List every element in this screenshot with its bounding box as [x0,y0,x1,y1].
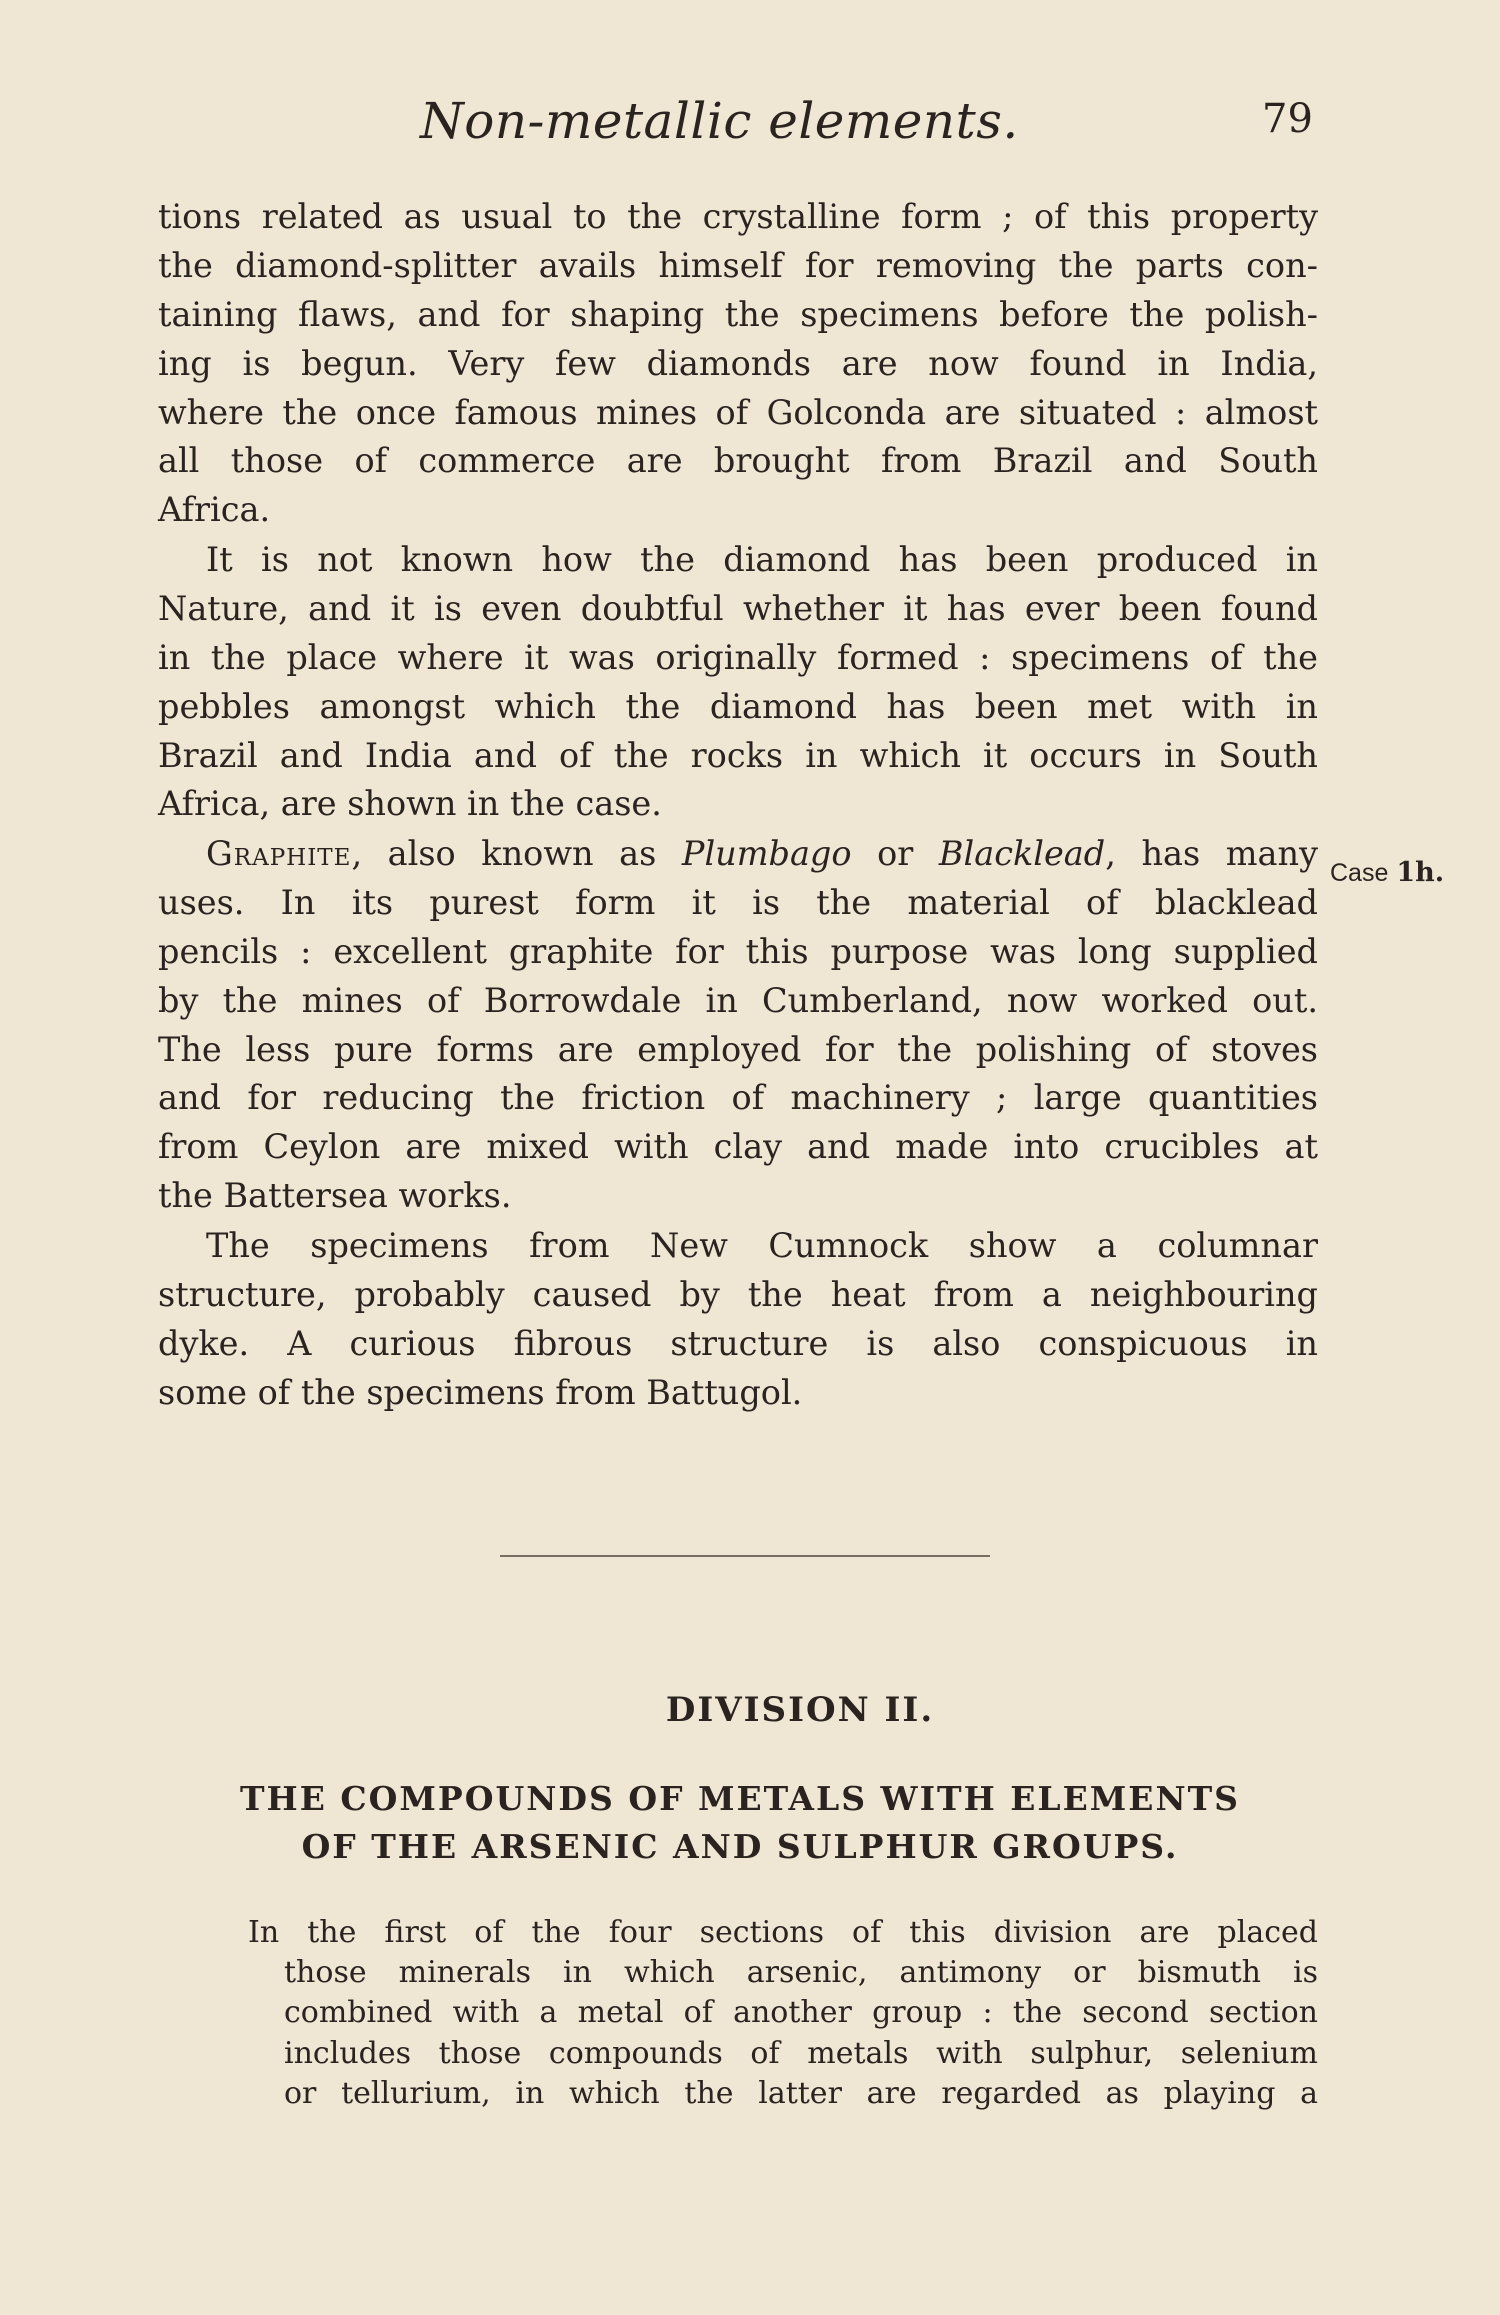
text-line: In the first of the four sections of this division are placed [248,1915,1318,1950]
paragraph-new-cumnock [158,1222,1318,1418]
margin-note-label: Case [1330,859,1389,887]
text-line: uses. In its purest form it is the material of blacklead [158,882,1318,922]
text-line: in the place where it was originally formed : specimens of the [158,637,1318,677]
text-line: It is not known how the diamond has been produced in [206,540,1318,579]
text-fragment: or [851,834,939,873]
text-line: dyke. A curious fibrous structure is also conspicuous in [158,1323,1318,1363]
text-line: The less pure forms are employed for the polishing of stoves [158,1029,1318,1069]
text-line: those minerals in which arsenic, antimony or bismuth is [284,1955,1318,1991]
running-title: Non-metallic elements. [420,92,1019,150]
paragraph-graphite [158,830,1318,1221]
graphite-term: Graphite [206,834,352,873]
text-fragment: , also known as [351,834,682,873]
text-line: pencils : excellent graphite for this purpose was long supplied [158,931,1318,971]
text-line: structure, probably caused by the heat from a neighbouring [158,1274,1318,1314]
text-line: where the once famous mines of Golconda are situated : almost [158,392,1318,432]
section-title-line: OF THE ARSENIC AND SULPHUR GROUPS. [301,1827,1179,1866]
running-head [0,92,1500,152]
text-line: combined with a metal of another group : the second section [284,1995,1318,2031]
section-title [150,1775,1330,1871]
text-line: ing is begun. Very few diamonds are now found in India, [158,343,1318,383]
blacklead-term: Blacklead [938,834,1106,873]
margin-note-case [1330,857,1444,888]
text-line-graphite-intro [158,830,1318,879]
text-line: Brazil and India and of the rocks in which it occurs in South [158,735,1318,775]
text-fragment: , has many [1105,834,1318,873]
text-line: or tellurium, in which the latter are regarded as playing a [284,2075,1318,2111]
division-heading: DIVISION II. [665,1690,935,1730]
section-title-line: THE COMPOUNDS OF METALS WITH ELEMENTS [239,1779,1241,1818]
text-line: some of the specimens from Battugol. [158,1372,803,1412]
text-line: pebbles amongst which the diamond has been met with in [158,686,1318,726]
text-line: Africa, are shown in the case. [158,784,662,824]
text-line: all those of commerce are brought from Brazil and South [158,441,1318,481]
text-line: by the mines of Borrowdale in Cumberland, now worked out. [158,980,1318,1020]
text-line: Nature, and it is even doubtful whether it has ever been found [158,588,1318,628]
text-line: The specimens from New Cumnock show a columnar [206,1226,1318,1265]
text-line: taining flaws, and for shaping the specimens before the polish- [158,294,1318,334]
text-line: from Ceylon are mixed with clay and made into crucibles at [158,1127,1318,1167]
text-line: tions related as usual to the crystalline form ; of this property [158,197,1318,236]
section-divider-rule [500,1555,990,1557]
text-line: includes those compounds of metals with sulphur, selenium [284,2035,1318,2071]
text-line: Africa. [158,490,271,530]
paragraph-diamond-cleavage [158,193,1318,535]
text-line: the Battersea works. [158,1176,512,1216]
page-number: 79 [1262,96,1313,142]
margin-note-number: 1h. [1396,857,1445,888]
paragraph-division-intro [248,1913,1318,2114]
plumbago-term: Plumbago [681,834,852,873]
text-line: and for reducing the friction of machinery ; large quantities [158,1078,1318,1118]
paragraph-diamond-origin [158,536,1318,829]
text-line: the diamond-splitter avails himself for removing the parts con- [158,245,1318,285]
